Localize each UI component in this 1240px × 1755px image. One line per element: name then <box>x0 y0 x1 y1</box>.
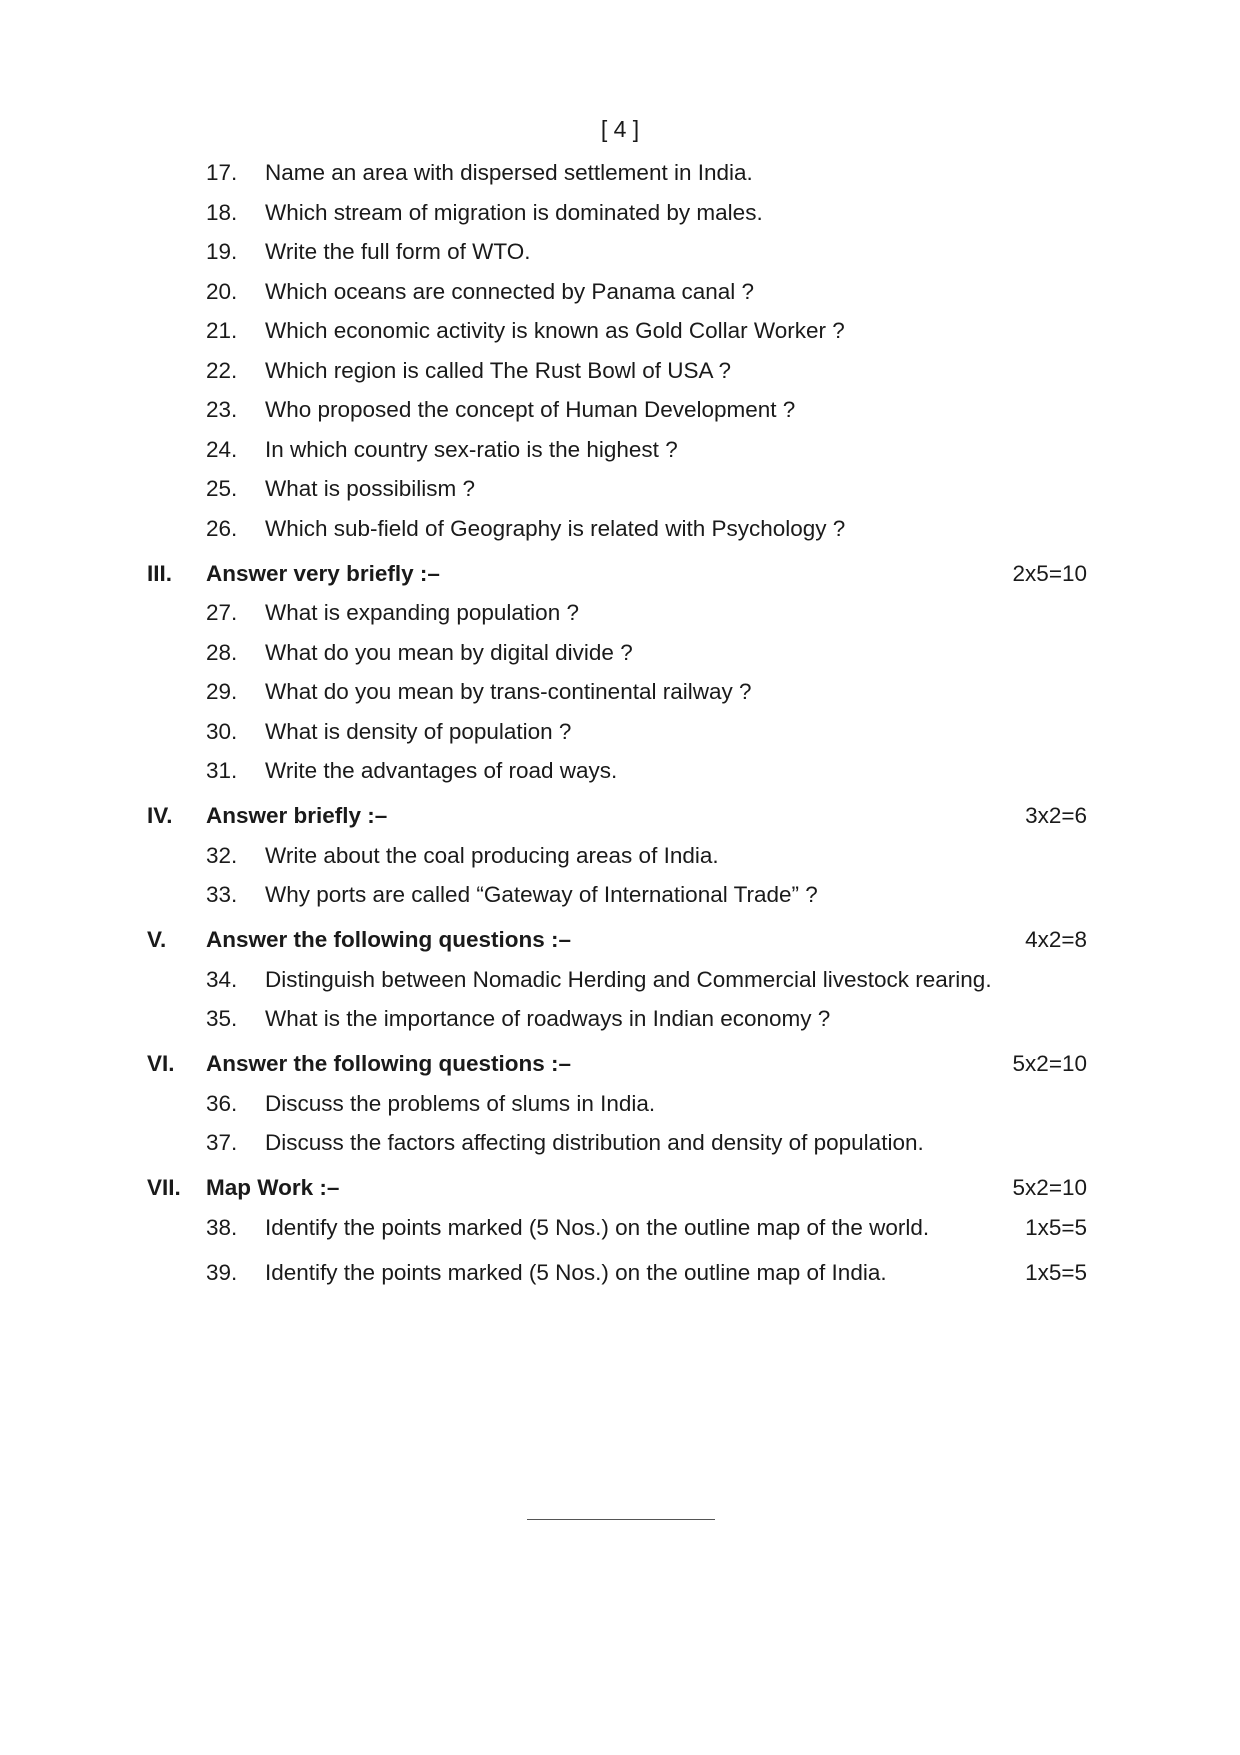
end-of-paper-rule <box>527 1519 715 1520</box>
question-marks: 1x5=5 <box>1025 1259 1087 1285</box>
question-number: 35. <box>206 1006 238 1031</box>
question-text: Which oceans are connected by Panama canal ? <box>265 278 755 304</box>
question-32 <box>147 841 1087 881</box>
question-number: 38. <box>206 1214 238 1240</box>
question-text: Which region is called The Rust Bowl of USA ? <box>265 357 732 383</box>
question-number: 24. <box>206 436 238 462</box>
section-marks: 5x2=10 <box>1012 1051 1087 1076</box>
question-number: 18. <box>206 199 238 225</box>
section-marks: 3x2=6 <box>1025 803 1087 828</box>
question-number: 25. <box>206 476 238 501</box>
question-39 <box>147 1258 1087 1298</box>
question-text: Discuss the problems of slums in India. <box>265 1090 656 1116</box>
section-marks: 5x2=10 <box>1012 1175 1087 1200</box>
question-31 <box>147 756 1087 796</box>
section-number: III. <box>147 560 173 586</box>
section-number: VII. <box>147 1175 181 1200</box>
question-26 <box>147 514 1087 554</box>
question-number: 32. <box>206 842 238 868</box>
question-text: Write about the coal producing areas of India. <box>265 842 719 868</box>
question-number: 36. <box>206 1090 238 1116</box>
question-text: Write the full form of WTO. <box>265 239 531 264</box>
question-37 <box>147 1128 1087 1168</box>
question-text: Who proposed the concept of Human Development ? <box>265 397 796 422</box>
question-number: 33. <box>206 882 238 907</box>
section-number: IV. <box>147 803 173 828</box>
question-22 <box>147 356 1087 396</box>
question-number: 39. <box>206 1259 238 1285</box>
question-21 <box>147 316 1087 356</box>
question-text: What is the importance of roadways in Indian economy ? <box>265 1006 831 1031</box>
question-25 <box>147 474 1087 514</box>
section-heading-iv <box>147 801 1087 841</box>
question-number: 28. <box>206 639 238 665</box>
question-number: 22. <box>206 357 238 383</box>
question-number: 31. <box>206 758 238 783</box>
section-marks: 4x2=8 <box>1025 927 1087 952</box>
question-27 <box>147 598 1087 638</box>
section-heading-vi <box>147 1049 1087 1089</box>
question-text: Discuss the factors affecting distribution and density of population. <box>265 1130 924 1155</box>
question-number: 20. <box>206 278 238 304</box>
question-text: Identify the points marked (5 Nos.) on the outline map of the world. <box>265 1214 930 1240</box>
question-text: Write the advantages of road ways. <box>265 758 618 783</box>
section-marks: 2x5=10 <box>1012 560 1087 586</box>
section-title: Answer the following questions :– <box>206 1051 572 1076</box>
question-text: Name an area with dispersed settlement in India. <box>265 160 753 185</box>
section-heading-iii <box>147 559 1087 599</box>
section-title: Map Work :– <box>206 1175 340 1200</box>
question-number: 34. <box>206 966 238 992</box>
question-38 <box>147 1213 1087 1258</box>
section-title: Answer briefly :– <box>206 803 388 828</box>
question-number: 23. <box>206 397 238 422</box>
question-text: Which sub-field of Geography is related with Psychology ? <box>265 515 846 541</box>
section-number: VI. <box>147 1051 175 1076</box>
question-28 <box>147 638 1087 678</box>
question-23 <box>147 395 1087 435</box>
question-18 <box>147 198 1087 238</box>
section-number: V. <box>147 927 167 952</box>
question-number: 26. <box>206 515 238 541</box>
question-text: Why ports are called “Gateway of International Trade” ? <box>265 882 818 907</box>
question-text: Identify the points marked (5 Nos.) on the outline map of India. <box>265 1259 887 1285</box>
question-text: What is expanding population ? <box>265 600 579 625</box>
question-text: Which stream of migration is dominated by males. <box>265 199 763 225</box>
question-text: What do you mean by digital divide ? <box>265 639 633 665</box>
question-29 <box>147 677 1087 717</box>
page-number: [ 4 ] <box>600 116 640 142</box>
question-paper-body <box>147 158 1087 1297</box>
question-text: What do you mean by trans-continental railway ? <box>265 679 752 704</box>
question-text: In which country sex-ratio is the highest ? <box>265 436 678 462</box>
question-36 <box>147 1089 1087 1129</box>
section-title: Answer very briefly :– <box>206 560 440 586</box>
question-number: 21. <box>206 318 238 343</box>
question-number: 29. <box>206 679 238 704</box>
question-text: What is possibilism ? <box>265 476 476 501</box>
question-30 <box>147 717 1087 757</box>
question-34 <box>147 965 1087 1005</box>
question-35 <box>147 1004 1087 1044</box>
question-20 <box>147 277 1087 317</box>
section-heading-vii <box>147 1173 1087 1213</box>
question-number: 27. <box>206 600 238 625</box>
question-text: What is density of population ? <box>265 718 572 744</box>
question-number: 30. <box>206 718 238 744</box>
question-number: 37. <box>206 1130 238 1155</box>
question-33 <box>147 880 1087 920</box>
question-text: Which economic activity is known as Gold Collar Worker ? <box>265 318 845 343</box>
section-title: Answer the following questions :– <box>206 927 572 952</box>
question-text: Distinguish between Nomadic Herding and Commercial livestock rearing. <box>265 966 992 992</box>
question-number: 19. <box>206 239 238 264</box>
question-19 <box>147 237 1087 277</box>
question-24 <box>147 435 1087 475</box>
question-17 <box>147 158 1087 198</box>
question-number: 17. <box>206 160 238 185</box>
section-heading-v <box>147 925 1087 965</box>
question-marks: 1x5=5 <box>1025 1214 1087 1240</box>
